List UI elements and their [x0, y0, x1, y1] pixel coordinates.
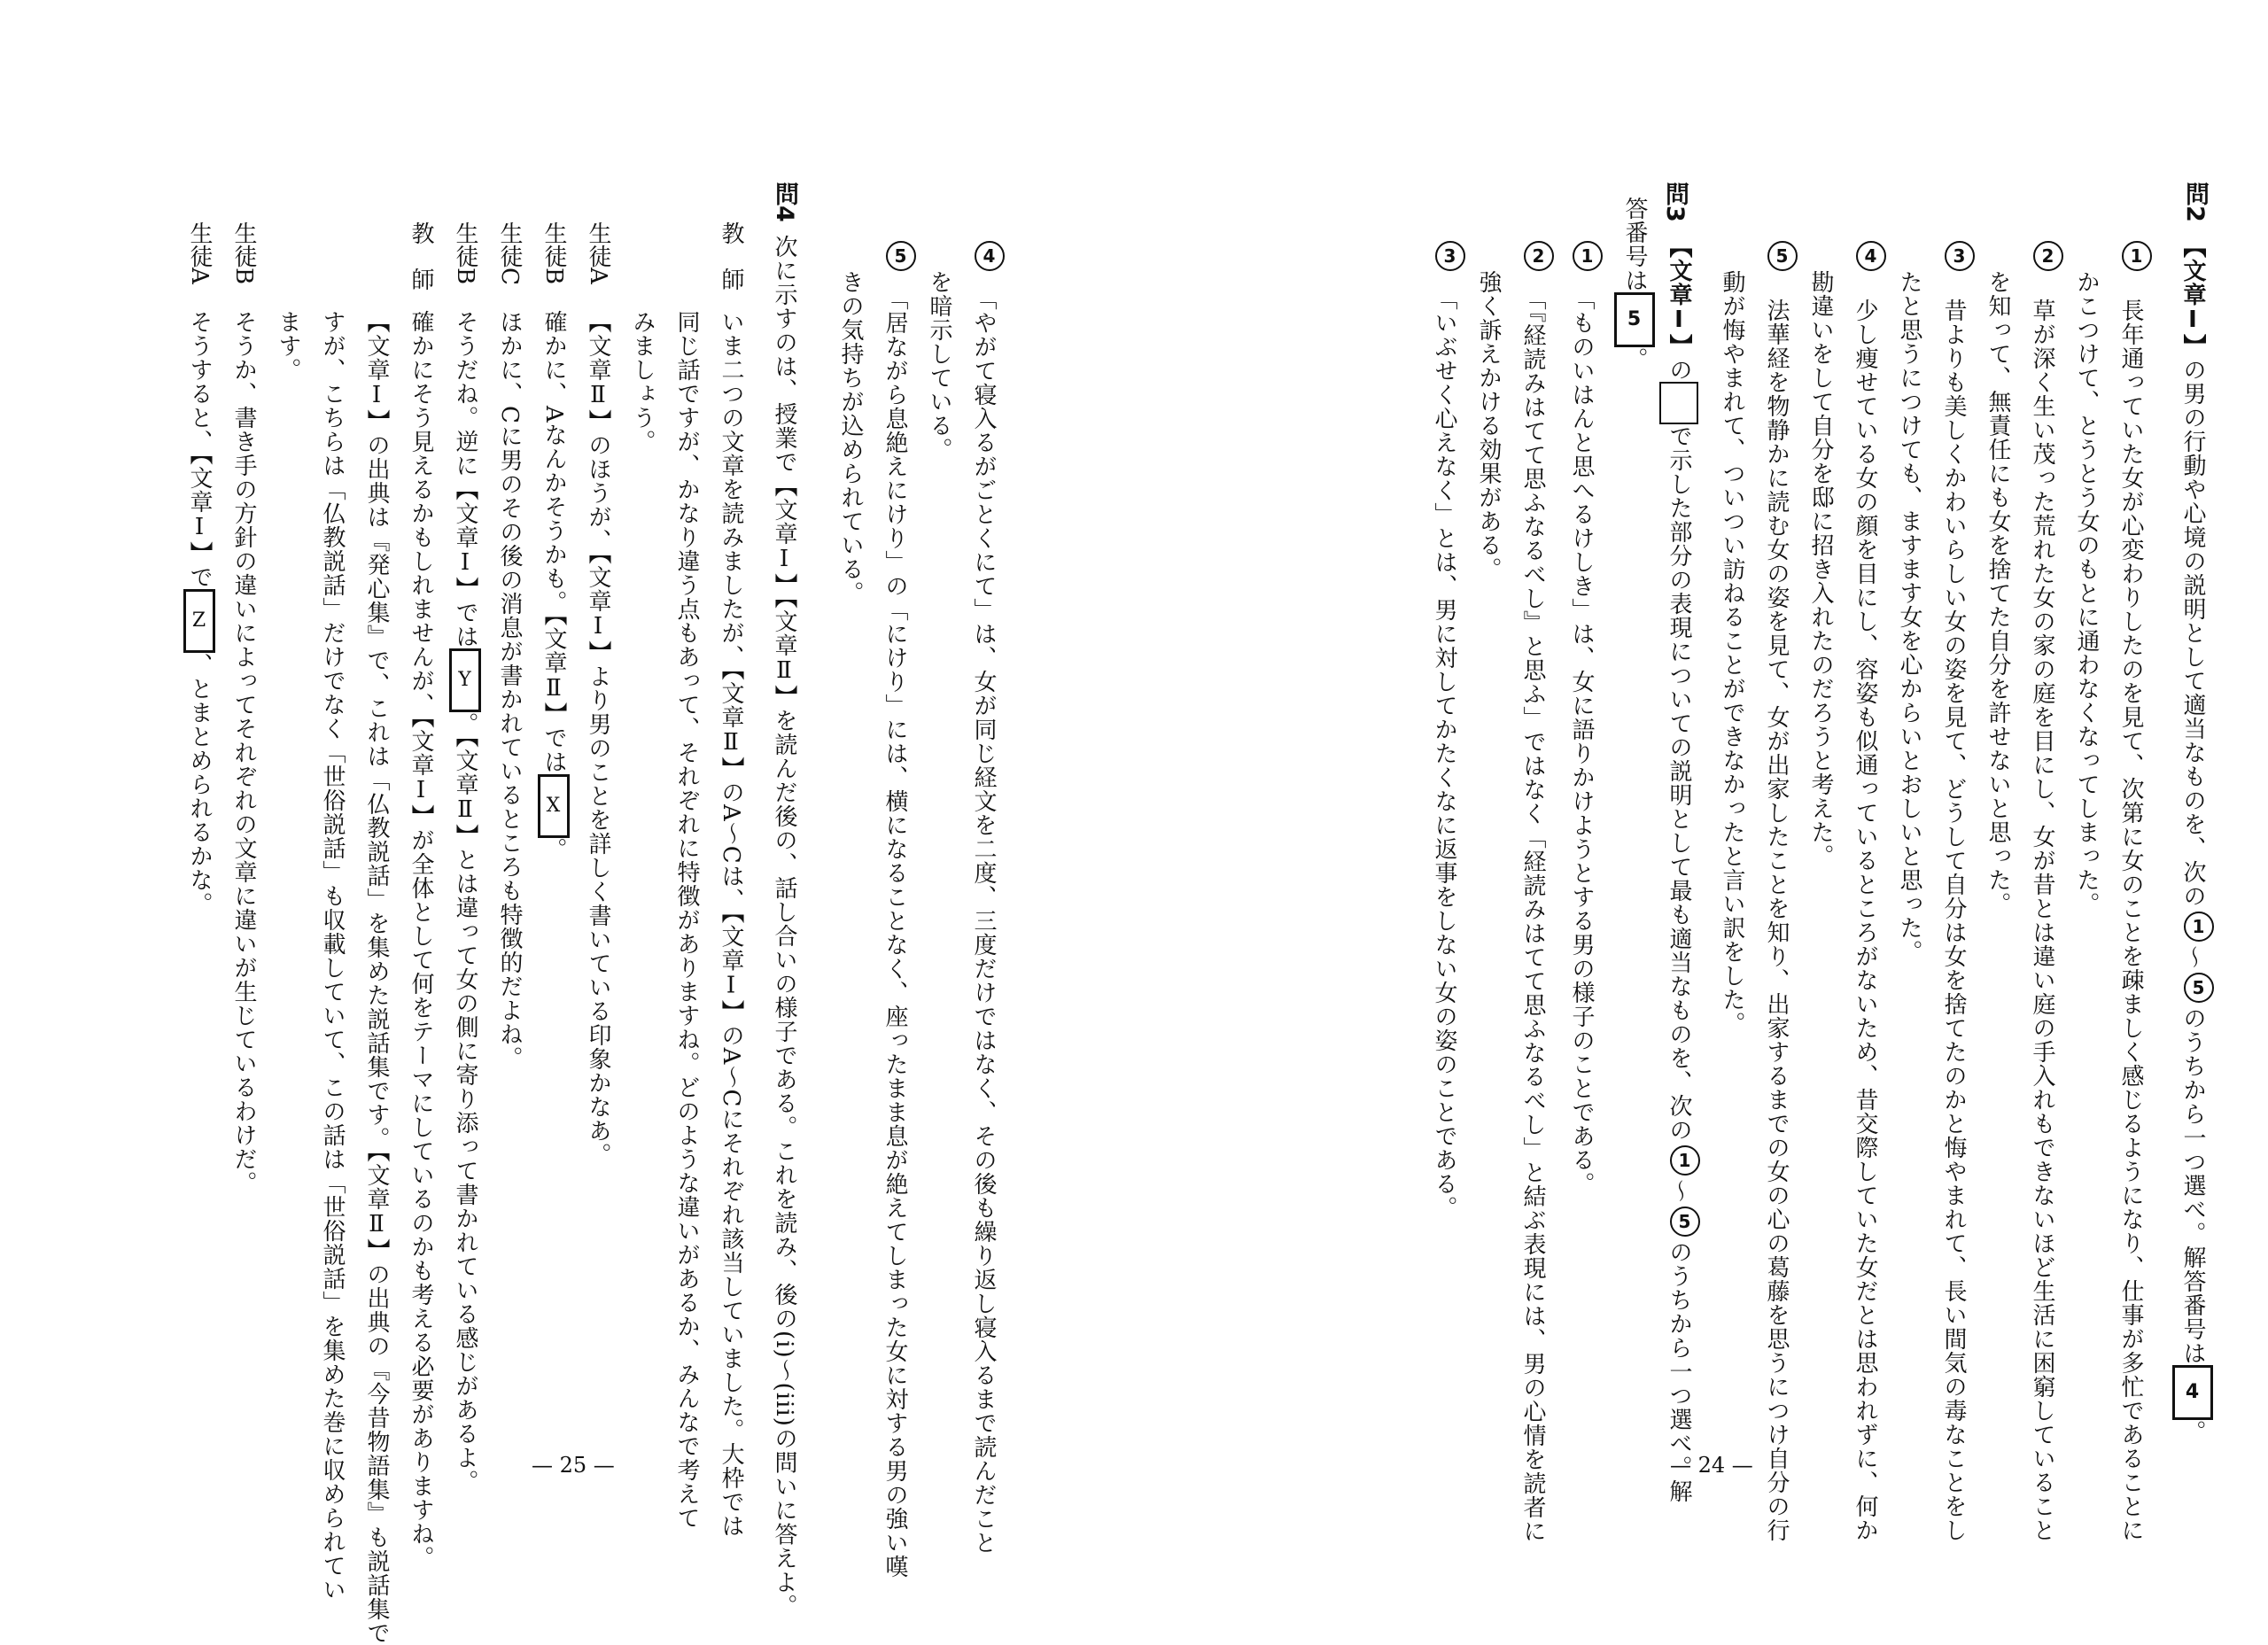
dialogue-text: すが、こちらは「仏教説話」だけでなく「世俗説話」も収載していて、この話は「世俗説話」を集めた巻に収められてい	[319, 310, 346, 1602]
q2-choice-1	[2109, 237, 2153, 1542]
q2-stem-text: の男の行動や心境の説明として適当なものを、次の	[2179, 358, 2206, 908]
page-number-25: — 25 —	[532, 1453, 615, 1478]
dialogue-text: 【文章Ⅱ】のほうが、【文章Ⅰ】より男のことを詳しく書いている印象かなあ。	[585, 310, 611, 1167]
dialogue-line	[620, 310, 664, 454]
dialogue-text: 同じ話ですが、かなり違う点もあって、それぞれに特徴がありますね。どのような違いがあるか、みんなで考えて	[673, 310, 700, 1530]
choice-mark: 2	[2033, 241, 2063, 271]
q2-tilde: 〜	[2179, 945, 2206, 969]
q2-range-start: 1	[2184, 912, 2214, 942]
q3-choice-3	[1422, 237, 1466, 1220]
dialogue-line	[709, 310, 753, 1538]
q2-choice-2-cont	[1976, 270, 2020, 916]
blank-y-box: Y	[449, 648, 481, 712]
choice-line: 動が悔やまれて、ついつい訪ねることができなかったと言い訳をした。	[1719, 270, 1745, 1036]
q2-choice-3	[1931, 237, 1976, 1542]
choice-line: たと思うにつけても、ますます女を心からいとおしいと思った。	[1896, 270, 1922, 964]
q4-stem-text: 次に示すのは、授業で【文章Ⅰ】【文章Ⅱ】を読んだ後の、話し合いの様子である。これを読み、後の(i)〜(iii)の問いに答えよ。	[771, 235, 797, 1618]
dialogue-line	[221, 310, 266, 1195]
choice-mark: 3	[1435, 241, 1465, 271]
dialogue-line	[487, 310, 532, 1070]
choice-line: 「いぶせく心えなく」とは、男に対してかたくなに返事をしない女の姿のことである。	[1431, 299, 1457, 1220]
choice-mark: 1	[2122, 241, 2152, 271]
choice-mark: 4	[975, 241, 1005, 271]
dialogue-line	[310, 310, 354, 1602]
q3-range-end: 5	[1670, 1207, 1700, 1237]
choice-line: 少し痩せている女の顔を目にし、容姿も似通っているところがないため、昔交際していた女だとは思われずに、何か	[1852, 299, 1878, 1542]
dialogue-text: ます。	[275, 310, 301, 382]
choice-line: 勘違いをして自分を邸に招き入れたのだろうと考えた。	[1807, 270, 1834, 868]
q2-choice-4-cont	[1798, 270, 1843, 868]
choice-line: を知って、無責任にも女を捨てた自分を許せないと思った。	[1984, 270, 2011, 916]
q3-stem-text: の	[1666, 358, 1692, 382]
page-number-24: — 24 —	[1670, 1453, 1753, 1478]
dialogue-text: 確かに、Aなんかそうかも。【文章Ⅱ】では	[540, 310, 567, 774]
choice-mark: 1	[1573, 241, 1603, 271]
choice-line: 「やがて寝入るがごとくにて」は、女が同じ経文を二度、三度だけではなく、その後も繰り返し寝入るまで読んだこと	[970, 299, 997, 1555]
q2-choice-2	[2020, 237, 2064, 1542]
choice-line: 草が深く生い茂った荒れた女の家の庭を目にし、女が昔とは違い庭の手入れもできないほど生活に困窮していること	[2029, 299, 2055, 1542]
page-24	[1134, 0, 2268, 1601]
dialogue-text: みましょう。	[629, 310, 656, 454]
dialogue-line	[532, 310, 576, 862]
q3-source-label: 【文章Ⅰ】	[1666, 235, 1692, 358]
q2-choice-1-cont	[2064, 270, 2109, 916]
dialogue-text: 。【文章Ⅱ】とは違って女の側に寄り添って書かれている感じがあるよ。	[452, 712, 478, 1494]
q2-num-text: 問2	[2181, 182, 2209, 222]
dialogue-line	[399, 310, 443, 1570]
question-3-number	[1661, 182, 1688, 222]
dialogue-line	[266, 310, 310, 382]
dialogue-text: 。	[540, 837, 567, 862]
speaker-student-c: 生徒C	[496, 221, 523, 285]
q3-answer-box: 5	[1614, 292, 1655, 347]
speaker-teacher: 教 師	[718, 221, 744, 291]
q2-choice-3-cont	[1887, 270, 1931, 964]
choice-line: かこつけて、とうとう女のもとに通わなくなってしまった。	[2073, 270, 2100, 916]
speaker-student-a: 生徒A	[186, 221, 213, 284]
q3-num-text: 問3	[1661, 182, 1689, 222]
blank-z-box: Z	[183, 589, 215, 653]
speaker-student-a: 生徒A	[585, 221, 611, 284]
question-4-stem	[762, 235, 806, 1618]
q3-choice-2-cont	[1466, 270, 1511, 581]
choice-line: を暗示している。	[926, 270, 952, 462]
dialogue-text: 確かにそう見えるかもしれませんが、【文章Ⅰ】が全体として何をテーマにしているのかも考える必要がありますね。	[408, 310, 434, 1570]
q3-stem-post: で示した部分の表現についての説明として最も適当なものを、次の	[1666, 424, 1692, 1142]
q3-range-start: 1	[1670, 1145, 1700, 1176]
dialogue-text: そうか、書き手の方針の違いによってそれぞれの文章に違いが生じているわけだ。	[230, 310, 257, 1195]
choice-line: 強く訴えかける効果がある。	[1475, 270, 1502, 581]
blank-x-box: X	[538, 774, 570, 838]
q2-end: 。	[2179, 1420, 2206, 1444]
q3-choice-5-cont	[828, 270, 873, 605]
q2-range-end: 5	[2184, 973, 2214, 1003]
choice-mark: 5	[886, 241, 916, 271]
choice-line: 長年通っていた女が心変わりしたのを見て、次第に女のことを疎ましく感じるようになり、仕事が多忙であることに	[2117, 299, 2144, 1542]
dialogue-line	[664, 310, 709, 1530]
q2-choice-5	[1754, 237, 1798, 1542]
q2-stem-post: のうちから一つ選べ。解答番号は	[2179, 1006, 2206, 1365]
q3-choice-1	[1559, 237, 1604, 1196]
choice-line: 「居ながら息絶えにけり」の「にけり」には、横になることなく、座ったまま息が絶えてしまった女に対する男の強い嘆	[882, 299, 908, 1579]
dialogue-line	[576, 310, 620, 1167]
q3-choice-5	[873, 237, 917, 1579]
dialogue-text: そうだね。逆に【文章Ⅰ】では	[452, 310, 478, 648]
question-2-stem	[2171, 235, 2215, 1444]
choice-mark: 5	[1767, 241, 1798, 271]
q3-choice-4	[961, 237, 1006, 1555]
dialogue-text: いま二つの文章を読みましたが、【文章Ⅱ】のA〜Cは、【文章Ⅰ】のA〜Cにそれぞれ該当していました。大枠では	[718, 310, 744, 1539]
speaker-student-b: 生徒B	[452, 221, 478, 285]
dialogue-text: そうすると、【文章Ⅰ】で	[186, 310, 213, 589]
question-4-number	[771, 182, 797, 222]
q4-num-text: 問4	[771, 182, 798, 222]
q3-tilde: 〜	[1666, 1179, 1692, 1203]
choice-line: 昔よりも美しくかわいらしい女の姿を見て、どうして自分は女を捨てたのかと悔やまれて、長い間気の毒なことをし	[1940, 299, 1967, 1542]
dialogue-line	[354, 310, 399, 1645]
choice-mark: 3	[1945, 241, 1975, 271]
speaker-teacher: 教 師	[408, 221, 434, 291]
q3-end: 。	[1621, 347, 1648, 371]
speaker-student-b: 生徒B	[230, 221, 257, 285]
choice-line: 法華経を物静かに読む女の姿を見て、女が出家したことを知り、出家するまでの女の心の葛藤を思うにつけ自分の行	[1763, 299, 1790, 1542]
question-2-number	[2181, 182, 2208, 222]
dialogue-line	[177, 310, 221, 916]
question-3-stem-line2	[1612, 197, 1657, 371]
choice-line: 「ものいはんと思へるけしき」は、女に語りかけようとする男の様子のことである。	[1568, 299, 1595, 1196]
choice-line: 「『経読みはてて思ふなるべし』と思ふ」ではなく「経読みはてて思ふなるべし」と結ぶ表現には、男の心情を読者に	[1519, 299, 1546, 1543]
dialogue-text: 【文章Ⅰ】の出典は『発心集』で、これは「仏教説話」を集めた説話集です。【文章Ⅱ】の出典の『今昔物語集』も説話集で	[363, 310, 390, 1645]
q3-line2: 答番号は	[1621, 197, 1648, 292]
dialogue-text: ほかに、Cに男のその後の消息が書かれているところも特徴的だよね。	[496, 310, 523, 1070]
dialogue-text: 、とまとめられるかな。	[186, 653, 213, 916]
q2-choice-4	[1843, 237, 1887, 1542]
q3-choice-2	[1511, 237, 1555, 1543]
q2-answer-box: 4	[2172, 1365, 2213, 1420]
question-3-stem	[1657, 235, 1701, 1503]
q3-stem-end: のうちから一つ選べ。解	[1666, 1240, 1692, 1503]
dialogue-line	[443, 310, 487, 1494]
q2-choice-5-cont	[1710, 270, 1754, 1036]
choice-line: きの気持ちが込められている。	[837, 270, 864, 605]
choice-mark: 2	[1524, 241, 1554, 271]
q3-blank-box	[1659, 382, 1698, 424]
speaker-student-b: 生徒B	[540, 221, 567, 285]
choice-mark: 4	[1856, 241, 1886, 271]
q2-source-label: 【文章Ⅰ】	[2179, 235, 2206, 358]
q3-choice-4-cont	[917, 270, 961, 462]
